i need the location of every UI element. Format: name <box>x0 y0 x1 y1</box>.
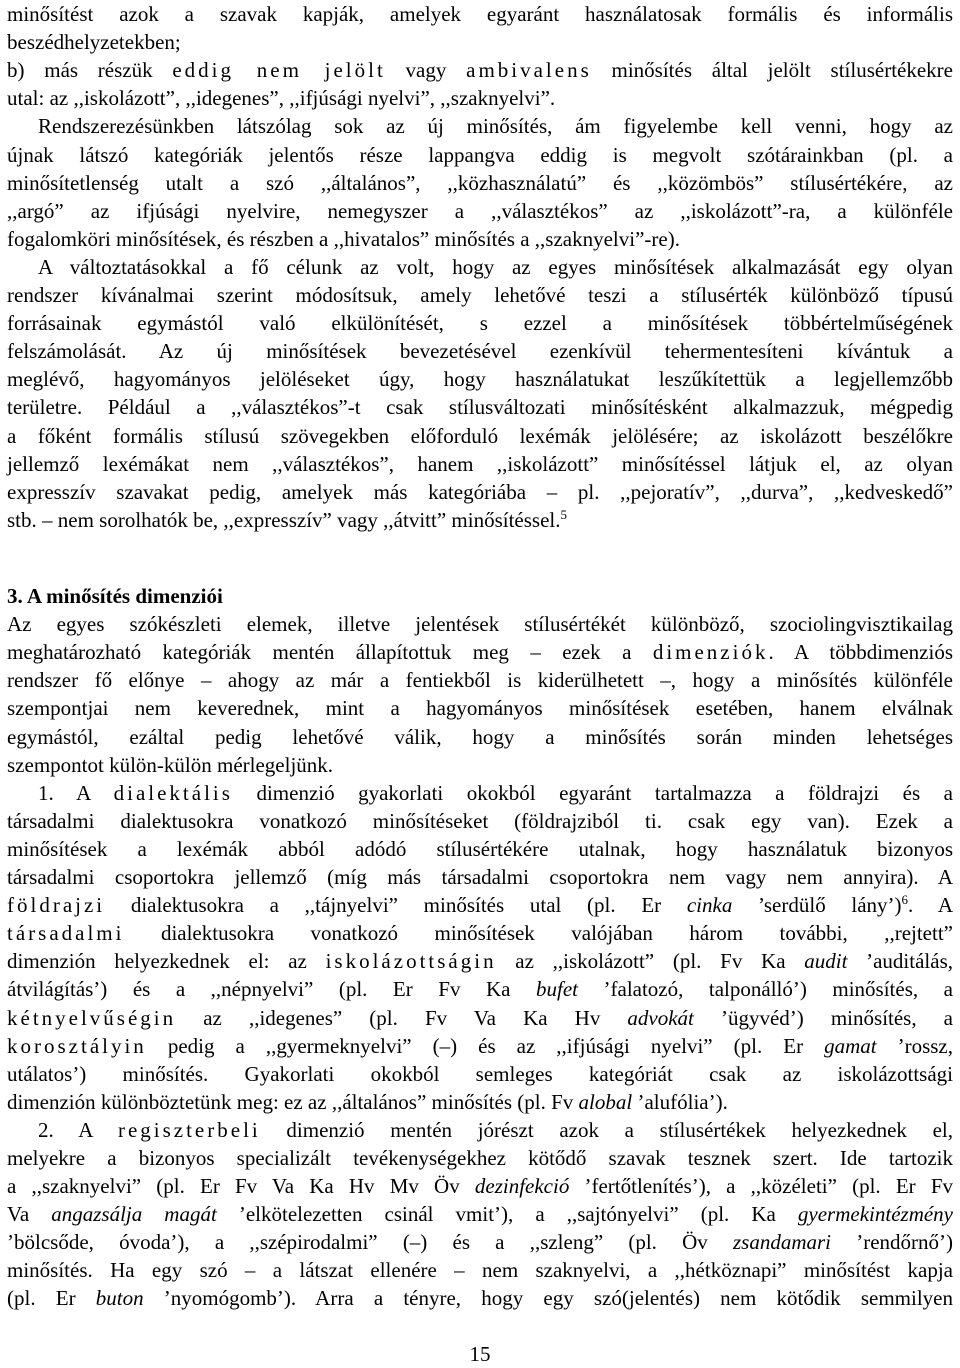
text-run: forrásainak egymástól való elkülönítését, s ezzel a minősítések többértelműségének <box>7 311 953 335</box>
text-line <box>7 1032 953 1060</box>
text-run: korosztályin <box>7 1034 147 1058</box>
text-run: ’nyomógomb’). Arra a tényre, hogy egy szó(jelentés) nem kötődik semmilyen <box>143 1286 953 1310</box>
text-run: ’falatozó, talponálló’) minősítés, a <box>577 977 953 1001</box>
text-run: dimenzión helyezkednek el: az <box>7 949 326 973</box>
text-line <box>7 1256 953 1284</box>
text-run: ’elkötelezetten csinál vmit’), a ,,sajtónyelvi” (pl. Ka <box>216 1202 798 1226</box>
text-line <box>38 1116 953 1144</box>
text-line <box>7 1144 953 1172</box>
text-run: rendszer fő előnye – ahogy az már a fentiekből is kiderülhetett –, hogy a minősítés különféle <box>7 668 953 692</box>
text-run: ambivalens <box>466 58 592 82</box>
text-run: beszédhelyzetekben; <box>7 30 181 54</box>
text-run: Va <box>7 1202 52 1226</box>
text-run: minősítés által jelölt stílusértékekre <box>591 58 953 82</box>
text-run: ’bölcsőde, óvoda’), a ,,szépirodalmi” (–) és a ,,szleng” (pl. Öv <box>7 1230 733 1254</box>
text-line <box>7 478 953 506</box>
text-line <box>7 1004 953 1032</box>
text-line <box>7 365 953 393</box>
text-run: ’ügyvéd’) minősítés, a <box>693 1006 954 1030</box>
text-run: az ,,idegenes” (pl. Fv Va Ka Hv <box>176 1006 628 1030</box>
text-line <box>7 393 953 421</box>
text-run: minősítetlenség utalt a szó ,,általános”, ,,közhasználatú” és ,,közömbös” stílusértékére, az <box>7 171 953 195</box>
text-run: gamat <box>824 1034 877 1058</box>
text-line <box>7 582 953 610</box>
text-run: minősítés. Ha egy szó – a látszat ellenére – nem szaknyelvi, a ,,hétköznapi” minősítést kapja <box>7 1258 953 1282</box>
text-run: társadalmi csoportokra jellemző (míg más társadalmi csoportokra nem vagy nem annyira). A <box>7 865 953 889</box>
text-run: átvilágítás’) és a ,,népnyelvi” (pl. Er Fv Ka <box>7 977 536 1001</box>
text-run: buton <box>95 1286 144 1310</box>
text-run: zsandamari <box>732 1230 832 1254</box>
text-run: expresszív szavakat pedig, amelyek más kategóriába – pl. ,,pejoratív”, ,,durva”, ,,kedveskedő” <box>7 480 953 504</box>
text-line <box>7 666 953 694</box>
text-line <box>7 1228 953 1256</box>
text-run: A változtatásokkal a fő célunk az volt, hogy az egyes minősítések alkalmazását egy olyan <box>38 255 953 279</box>
text-run: dimenzió mentén jórészt azok a stílusértékek helyezkednek el, <box>260 1118 953 1142</box>
text-line <box>7 1060 953 1088</box>
text-run: angazsálja magát <box>51 1202 217 1226</box>
text-run: iskolázottságin <box>325 949 497 973</box>
text-line <box>7 28 953 56</box>
text-line <box>7 141 953 169</box>
text-line <box>7 919 953 947</box>
text-run: pedig a ,,gyermeknyelvi” (–) és az ,,ifjúsági nyelvi” (pl. Er <box>146 1034 825 1058</box>
text-run: dezinfekció <box>474 1174 570 1198</box>
text-run: Az egyes szókészleti elemek, illetve jelentések stílusértékét különböző, szociolingvisztikailag <box>7 612 953 636</box>
text-run: a főként formális stílusú szövegekben előforduló lexémák jelölésére; az iskolázott beszélőkre <box>7 424 953 448</box>
text-run: melyekre a bizonyos specializált tevékenységekhez kötődő szavak tesznek szert. Ide tartozik <box>7 1146 953 1170</box>
text-run: gyermekintézmény <box>797 1202 953 1226</box>
text-line <box>7 450 953 478</box>
text-line <box>7 197 953 225</box>
text-run: szempontjai nem keverednek, mint a hagyományos minősítések esetében, hanem elválnak <box>7 696 953 720</box>
text-run: bufet <box>535 977 578 1001</box>
text-run: a ,,szaknyelvi” (pl. Er Fv Va Ka Hv Mv Öv <box>7 1174 475 1198</box>
text-line <box>7 422 953 450</box>
text-run: 2. A <box>38 1118 118 1142</box>
text-run: ’auditálás, <box>847 949 954 973</box>
text-line <box>7 1284 953 1312</box>
text-run: egymástól, ezáltal pedig lehetővé válik, hogy a minősítés során minden lehetséges <box>7 725 953 749</box>
text-run: utálatos’) minősítés. Gyakorlati okokból semleges kategóriát csak az iskolázottsági <box>7 1062 953 1086</box>
text-run: dimenziók <box>652 640 769 664</box>
text-run: jellemző lexémákat nem ,,választékos”, hanem ,,iskolázott” minősítéssel látjuk el, az olyan <box>7 452 953 476</box>
text-run: rendszer kívánalmai szerint módosítsuk, amely lehetővé teszi a stílusérték különböző típusú <box>7 283 953 307</box>
text-run: dimenzió gyakorlati okokból egyaránt tartalmazza a földrajzi és a <box>232 781 953 805</box>
text-line <box>38 112 953 140</box>
text-run: b) más részük <box>7 58 173 82</box>
section-heading: 3. A minősítés dimenziói <box>7 584 223 608</box>
text-run: minősítést azok a szavak kapják, amelyek egyaránt használatosak formális és informális <box>7 2 953 26</box>
text-line <box>7 723 953 751</box>
text-run: vagy <box>385 58 467 82</box>
text-run: meglévő, hagyományos jelöléseket úgy, hogy használatukat leszűkítettük a legjellemzőbb <box>7 367 953 391</box>
text-line <box>7 506 953 534</box>
text-line <box>7 1088 953 1116</box>
text-line <box>7 835 953 863</box>
text-run: ’fertőtlenítés’), a ,,közéleti” (pl. Er Fv <box>569 1174 953 1198</box>
text-run: kétnyelvűségin <box>7 1006 177 1030</box>
text-line <box>7 0 953 28</box>
text-run: újnak látszó kategóriák jelentős része lappangva eddig is megvolt szótárainkban (pl. a <box>7 143 953 167</box>
text-run: dialektusokra a ,,tájnyelvi” minősítés utal (pl. Er <box>105 893 687 917</box>
text-run: minősítések a lexémák abból adódó stílusértékére utalnak, hogy használatuk bizonyos <box>7 837 953 861</box>
text-line <box>7 1200 953 1228</box>
text-run: szempontot külön-külön mérlegeljünk. <box>7 753 334 777</box>
text-line <box>7 281 953 309</box>
text-run: földrajzi <box>7 893 106 917</box>
text-line <box>7 56 953 84</box>
text-run: területre. Például a ,,választékos”-t csak stílusváltozati minősítésként alkalmazzuk, mégpedig <box>7 395 953 419</box>
text-line <box>7 1172 953 1200</box>
text-line <box>7 638 953 666</box>
text-run: regiszterbeli <box>117 1118 261 1142</box>
footnote-ref: 5 <box>560 507 567 522</box>
text-line <box>7 947 953 975</box>
text-line <box>7 863 953 891</box>
text-run: ’rossz, <box>876 1034 953 1058</box>
text-run: eddig nem jelölt <box>172 58 386 82</box>
text-line <box>7 84 953 112</box>
text-run: ’serdülő lány’) <box>732 893 902 917</box>
text-run: Rendszerezésünkben látszólag sok az új minősítés, ám figyelembe kell venni, hogy az <box>38 114 953 138</box>
text-line <box>7 891 953 919</box>
text-line <box>7 169 953 197</box>
text-run: meghatározható kategóriák mentén állapítottuk meg – ezek a <box>7 640 653 664</box>
text-run: fogalomköri minősítések, és részben a ,,hivatalos” minősítés a ,,szaknyelvi”-re). <box>7 227 680 251</box>
text-run: (pl. Er <box>7 1286 96 1310</box>
text-run: 1. A <box>38 781 114 805</box>
text-line <box>7 309 953 337</box>
text-run: . A többdimenziós <box>768 640 954 664</box>
text-line <box>38 779 953 807</box>
text-run: audit <box>804 949 848 973</box>
text-run: cinka <box>686 893 733 917</box>
text-line <box>38 253 953 281</box>
text-run: dimenzión különböztetünk meg: ez az ,,általános” minősítés (pl. Fv <box>7 1090 579 1114</box>
text-run: ’alufólia’). <box>632 1090 728 1114</box>
text-run: társadalmi <box>7 921 125 945</box>
text-run: felszámolását. Az új minősítések bevezetésével ezenkívül tehermentesíteni kívántuk a <box>7 339 953 363</box>
text-line <box>7 225 953 253</box>
text-line <box>7 337 953 365</box>
text-run: advokát <box>627 1006 694 1030</box>
text-line <box>7 751 953 779</box>
text-run: stb. – nem sorolhatók be, ,,expresszív” vagy ,,átvitt” minősítéssel. <box>7 508 561 532</box>
page-number: 15 <box>469 1342 491 1366</box>
text-run: az ,,iskolázott” (pl. Fv Ka <box>496 949 805 973</box>
text-run: ,,argó” az ifjúsági nyelvire, nemegyszer a ,,választékos” az ,,iskolázott”-ra, a különféle <box>7 199 953 223</box>
text-run: . A <box>908 893 953 917</box>
text-run: dialektális <box>113 781 233 805</box>
text-line <box>7 975 953 1003</box>
footnote-ref: 6 <box>901 892 909 907</box>
text-run: ’rendőrnő’) <box>831 1230 953 1254</box>
text-line <box>7 694 953 722</box>
text-line <box>7 807 953 835</box>
text-run: dialektusokra vonatkozó minősítések valójában három további, ,,rejtett” <box>124 921 953 945</box>
text-run: utal: az ,,iskolázott”, ,,idegenes”, ,,ifjúsági nyelvi”, ,,szaknyelvi”. <box>7 86 556 110</box>
text-run: társadalmi dialektusokra vonatkozó minősítéseket (földrajziból ti. csak egy van). Ezek a <box>7 809 953 833</box>
text-run: alobal <box>578 1090 633 1114</box>
text-line <box>7 610 953 638</box>
